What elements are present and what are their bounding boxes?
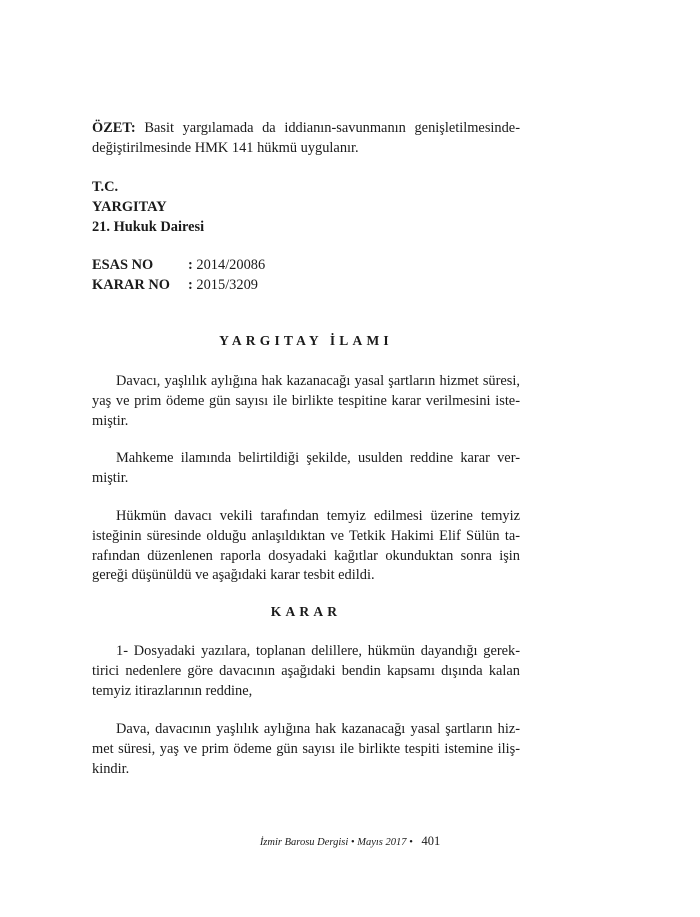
paragraph-ruling-2 [92,720,520,779]
case-numbers [92,255,520,295]
summary-paragraph [92,118,520,158]
court-name: YARGITAY [92,199,167,215]
paragraph-line: Dava, davacının yaşlılık aylığına hak kazanacağı yasal şartların hiz- [116,721,520,737]
court-header [92,177,520,237]
karar-value: 2015/3209 [196,277,258,293]
paragraph-line: 1- Dosyadaki yazılara, toplanan delillere, hükmün dayandığı gerek- [116,643,520,659]
page-footer [0,834,700,849]
paragraph-line: miştir. [92,412,129,429]
paragraph-line: miştir. [92,469,129,486]
page-number: 401 [421,834,441,848]
paragraph-line: gereği düşünüldü ve aşağıdaki karar tesbit edildi. [92,567,375,584]
summary-text: Basit yargılamada da iddianın-savunmanın genişletilmesinde-değiştirilmesinde HMK 141 hükmü uygulanır. [92,120,520,156]
esas-label: ESAS NO [92,257,154,273]
summary-label: ÖZET: [92,120,136,136]
paragraph-line: rafından düzenlenen raporla dosyadaki kağıtlar okunduktan sonra işin [92,547,520,564]
footer-magazine: İzmir Barosu Dergisi • Mayıs 2017 • [259,837,413,848]
esas-separator: : [188,257,193,273]
karar-row [92,275,520,295]
paragraph-line: isteğinin süresinde olduğu anlaşıldıktan ve Tetkik Hakimi Elif Sülün ta- [92,527,520,544]
paragraph-line: Hükmün davacı vekili tarafından temyiz edilmesi üzerine temyiz [116,508,520,524]
esas-value: 2014/20086 [196,257,266,273]
court-country: T.C. [92,179,119,195]
paragraph-claim [92,372,520,431]
esas-row [92,255,520,275]
paragraph-line: Mahkeme ilamında belirtildiği şekilde, usulden reddine karar ver- [116,450,520,466]
karar-separator: : [188,277,193,293]
paragraph-ruling-1 [92,642,520,701]
ilam-heading: YARGITAY İLAMI [219,333,393,348]
paragraph-line: Davacı, yaşlılık aylığına hak kazanacağı yasal şartların hizmet süresi, [116,373,520,389]
paragraph-appeal [92,507,520,586]
paragraph-line: temyiz itirazlarının reddine, [92,682,253,699]
paragraph-line: met süresi, yaş ve prim ödeme gün sayısı ile birlikte tespiti istemine iliş- [92,740,520,757]
paragraph-line: tirici nedenlere göre davacının aşağıdaki bendin kapsamı dışında kalan [92,662,520,679]
paragraph-line: kindir. [92,760,130,777]
paragraph-court-decision [92,449,520,489]
paragraph-line: yaş ve prim ödeme gün sayısı ile birlikte tespitine karar verilmesini iste- [92,392,520,409]
karar-heading: KARAR [270,604,342,619]
court-chamber: 21. Hukuk Dairesi [92,219,205,235]
karar-label: KARAR NO [92,277,170,293]
